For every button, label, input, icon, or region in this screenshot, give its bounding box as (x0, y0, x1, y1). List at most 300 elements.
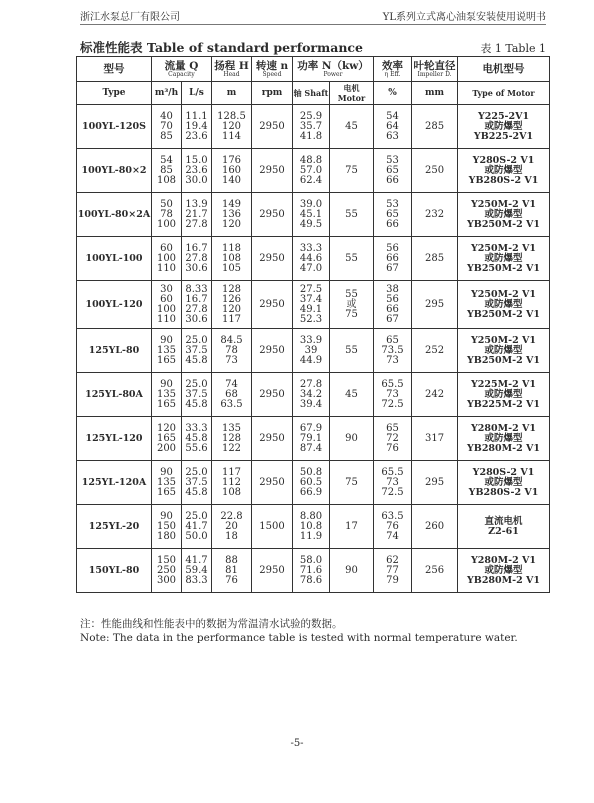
flow-m3h-cell-value: 100 (156, 303, 177, 315)
shaft-power-cell (293, 237, 330, 281)
motor-type-cell-value: YB280M-2 V1 (467, 442, 541, 454)
flow-m3h-cell-value: 90 (160, 510, 173, 522)
flow-ls-cell-value: 23.6 (185, 130, 208, 142)
efficiency-cell-value: 76 (386, 520, 399, 532)
motor-type-cell-value: 或防爆型 (484, 208, 523, 220)
unit-motor-type: Type of Motor (458, 82, 550, 105)
flow-m3h-cell-value: 180 (156, 530, 177, 542)
motor-power-cell-value: 45 (345, 120, 358, 132)
motor-type-cell (458, 549, 550, 593)
unit-row (77, 82, 550, 105)
efficiency-cell (374, 549, 412, 593)
flow-m3h-cell (152, 149, 182, 193)
shaft-power-cell (293, 505, 330, 549)
flow-ls-cell-value: 50.0 (185, 530, 208, 542)
shaft-power-cell-value: 39 (304, 344, 318, 356)
motor-type-cell-value: 或防爆型 (484, 164, 523, 176)
impeller-cell: 260 (412, 505, 458, 549)
flow-ls-cell (182, 549, 212, 593)
table-row (77, 549, 550, 593)
flow-ls-cell-value: 45.8 (185, 486, 208, 498)
flow-ls-cell (182, 281, 212, 329)
efficiency-cell-value: 63.5 (381, 510, 404, 522)
head-cell-value: 120 (221, 120, 242, 132)
motor-type-cell-value: YB280S-2 V1 (468, 486, 539, 498)
flow-m3h-cell (152, 461, 182, 505)
header-row (77, 57, 550, 82)
head-cell-value: 18 (225, 530, 238, 542)
efficiency-cell-value: 73 (386, 476, 399, 488)
efficiency-cell-value: 67 (386, 313, 399, 325)
flow-m3h-cell-value: 250 (156, 564, 177, 576)
motor-type-cell (458, 105, 550, 149)
efficiency-cell-value: 65 (386, 334, 399, 346)
shaft-power-cell-value: 49.5 (299, 218, 323, 230)
shaft-power-cell-value: 27.5 (299, 283, 323, 295)
motor-type-cell-value: YB280M-2 V1 (467, 574, 541, 586)
flow-ls-cell-value: 30.0 (185, 174, 208, 186)
shaft-power-cell (293, 105, 330, 149)
motor-power-cell (330, 237, 374, 281)
flow-m3h-cell-value: 200 (156, 442, 177, 454)
head-cell-value: 149 (221, 198, 242, 210)
motor-power-cell-value: 75 (345, 476, 358, 488)
flow-m3h-cell-value: 30 (160, 283, 173, 295)
speed-cell: 2950 (252, 329, 293, 373)
motor-type-cell-value: YB250M-2 V1 (467, 218, 541, 230)
flow-ls-cell-value: 55.6 (185, 442, 208, 454)
efficiency-cell (374, 281, 412, 329)
shaft-power-cell-value: 47.0 (299, 262, 323, 274)
head-cell-value: 73 (225, 354, 238, 366)
col-flow: 流量 Q Capacity (152, 57, 212, 82)
efficiency-cell-value: 74 (386, 530, 399, 542)
shaft-power-cell-value: 44.6 (299, 252, 323, 264)
motor-type-cell (458, 193, 550, 237)
motor-power-cell-value: 或 (346, 298, 357, 310)
motor-type-cell-value: YB250M-2 V1 (467, 354, 541, 366)
shaft-power-cell (293, 549, 330, 593)
flow-m3h-cell-value: 85 (160, 130, 173, 142)
flow-ls-cell-value: 8.33 (185, 283, 208, 295)
efficiency-cell-value: 66 (386, 218, 399, 230)
motor-type-cell-value: YB225-2V1 (473, 130, 534, 142)
performance-table (76, 56, 550, 593)
head-cell (212, 505, 252, 549)
table-row (77, 105, 550, 149)
efficiency-cell-value: 65 (386, 208, 399, 220)
efficiency-cell-value: 54 (386, 110, 399, 122)
table-row (77, 505, 550, 549)
model-cell: 150YL-80 (77, 549, 152, 593)
motor-type-cell (458, 461, 550, 505)
motor-power-cell-value: 75 (345, 308, 358, 320)
head-cell-value: 135 (221, 422, 242, 434)
speed-cell: 1500 (252, 505, 293, 549)
flow-ls-cell-value: 83.3 (185, 574, 208, 586)
head-cell-value: 128 (221, 283, 242, 295)
motor-power-cell (330, 281, 374, 329)
flow-m3h-cell-value: 110 (156, 262, 177, 274)
efficiency-cell-value: 65.5 (381, 466, 404, 478)
efficiency-cell (374, 417, 412, 461)
speed-cell: 2950 (252, 149, 293, 193)
shaft-power-cell-value: 25.9 (299, 110, 323, 122)
impeller-cell: 242 (412, 373, 458, 417)
flow-ls-cell (182, 373, 212, 417)
motor-power-cell-value: 90 (345, 564, 358, 576)
col-speed: 转速 n Speed (252, 57, 293, 82)
speed-cell: 2950 (252, 237, 293, 281)
efficiency-cell (374, 461, 412, 505)
unit-type: Type (77, 82, 152, 105)
note-chinese: 注：性能曲线和性能表中的数据为常温清水试验的数据。 (80, 618, 343, 630)
efficiency-cell-value: 76 (386, 442, 399, 454)
motor-power-cell (330, 105, 374, 149)
unit-m: m (212, 82, 252, 105)
flow-ls-cell-value: 25.0 (185, 466, 208, 478)
head-cell-value: 114 (221, 130, 242, 142)
flow-ls-cell (182, 149, 212, 193)
flow-ls-cell-value: 23.6 (185, 164, 208, 176)
head-cell-value: 118 (221, 242, 242, 254)
shaft-power-cell (293, 193, 330, 237)
head-cell-value: 117 (221, 313, 242, 325)
table-row (77, 237, 550, 281)
efficiency-cell-value: 56 (386, 293, 399, 305)
head-cell-value: 63.5 (220, 398, 243, 410)
col-power: 功率 N（kw） Power (293, 57, 374, 82)
table-row (77, 417, 550, 461)
shaft-power-cell-value: 71.6 (299, 564, 323, 576)
flow-ls-cell-value: 45.8 (185, 354, 208, 366)
motor-type-cell-value: Y280M-2 V1 (471, 554, 536, 566)
head-cell-value: 176 (221, 154, 242, 166)
shaft-power-cell-value: 39.0 (299, 198, 323, 210)
flow-ls-cell (182, 461, 212, 505)
shaft-power-cell-value: 66.9 (299, 486, 323, 498)
page-header (80, 8, 546, 25)
head-cell-value: 128 (221, 432, 242, 444)
shaft-power-cell (293, 329, 330, 373)
table-row (77, 281, 550, 329)
efficiency-cell-value: 53 (386, 154, 399, 166)
motor-power-cell (330, 549, 374, 593)
note-english: Note: The data in the performance table is tested with normal temperature water. (80, 632, 518, 644)
flow-ls-cell-value: 15.0 (185, 154, 208, 166)
unit-motor: 电机 Motor (330, 82, 374, 105)
model-cell: 100YL-120S (77, 105, 152, 149)
shaft-power-cell (293, 281, 330, 329)
shaft-power-cell-value: 60.5 (299, 476, 323, 488)
flow-m3h-cell (152, 193, 182, 237)
efficiency-cell-value: 72 (386, 432, 399, 444)
impeller-cell: 250 (412, 149, 458, 193)
head-cell-value: 105 (221, 262, 242, 274)
motor-type-cell-value: Y280S-2 V1 (472, 154, 535, 166)
head-cell-value: 122 (221, 442, 242, 454)
motor-power-cell-value: 55 (345, 344, 358, 356)
motor-type-cell (458, 373, 550, 417)
head-cell (212, 329, 252, 373)
speed-cell: 2950 (252, 461, 293, 505)
table-row (77, 149, 550, 193)
table-row (77, 373, 550, 417)
flow-m3h-cell (152, 281, 182, 329)
motor-power-cell-value: 75 (345, 164, 358, 176)
motor-type-cell-value: 或防爆型 (484, 388, 523, 400)
flow-ls-cell-value: 33.3 (185, 422, 208, 434)
head-cell (212, 237, 252, 281)
model-cell: 125YL-120A (77, 461, 152, 505)
flow-m3h-cell-value: 165 (156, 398, 177, 410)
impeller-cell: 285 (412, 105, 458, 149)
flow-ls-cell-value: 16.7 (185, 293, 208, 305)
flow-m3h-cell-value: 100 (156, 252, 177, 264)
impeller-cell: 317 (412, 417, 458, 461)
flow-m3h-cell-value: 165 (156, 354, 177, 366)
flow-m3h-cell-value: 50 (160, 198, 173, 210)
col-motor-type: 电机型号 (458, 57, 550, 82)
flow-m3h-cell-value: 300 (156, 574, 177, 586)
flow-m3h-cell-value: 150 (156, 520, 177, 532)
table-body (77, 105, 550, 593)
unit-m3h: m³/h (152, 82, 182, 105)
shaft-power-cell-value: 78.6 (299, 574, 323, 586)
model-cell: 125YL-80 (77, 329, 152, 373)
table-row (77, 329, 550, 373)
motor-type-cell-value: 或防爆型 (484, 120, 523, 132)
efficiency-cell-value: 73 (386, 354, 399, 366)
motor-type-cell-value: Z2-61 (488, 525, 519, 537)
flow-ls-cell-value: 30.6 (185, 313, 208, 325)
efficiency-cell-value: 79 (386, 574, 399, 586)
shaft-power-cell (293, 149, 330, 193)
flow-m3h-cell-value: 90 (160, 334, 173, 346)
motor-type-cell-value: Y250M-2 V1 (471, 288, 536, 300)
flow-m3h-cell-value: 70 (160, 120, 173, 132)
shaft-power-cell (293, 417, 330, 461)
shaft-power-cell-value: 41.8 (299, 130, 323, 142)
unit-mm: mm (412, 82, 458, 105)
motor-power-cell (330, 373, 374, 417)
shaft-power-cell-value: 27.8 (299, 378, 323, 390)
model-cell: 100YL-80×2 (77, 149, 152, 193)
head-cell-value: 136 (221, 208, 242, 220)
col-head: 扬程 H Head (212, 57, 252, 82)
model-cell: 100YL-100 (77, 237, 152, 281)
flow-m3h-cell-value: 165 (156, 486, 177, 498)
flow-ls-cell (182, 417, 212, 461)
flow-m3h-cell-value: 100 (156, 218, 177, 230)
flow-ls-cell-value: 59.4 (185, 564, 208, 576)
motor-type-cell-value: Y250M-2 V1 (471, 198, 536, 210)
shaft-power-cell-value: 34.2 (299, 388, 323, 400)
shaft-power-cell-value: 45.1 (299, 208, 323, 220)
motor-power-cell-value: 55 (345, 252, 358, 264)
shaft-power-cell-value: 11.9 (299, 530, 323, 542)
impeller-cell: 295 (412, 281, 458, 329)
efficiency-cell (374, 329, 412, 373)
unit-rpm: rpm (252, 82, 293, 105)
efficiency-cell-value: 72.5 (381, 486, 404, 498)
motor-type-cell-value: Y280M-2 V1 (471, 422, 536, 434)
flow-m3h-cell-value: 165 (156, 432, 177, 444)
flow-ls-cell-value: 45.8 (185, 398, 208, 410)
unit-percent: % (374, 82, 412, 105)
head-cell-value: 88 (225, 554, 238, 566)
impeller-cell: 232 (412, 193, 458, 237)
flow-ls-cell-value: 30.6 (185, 262, 208, 274)
shaft-power-cell-value: 33.3 (299, 242, 323, 254)
motor-power-cell (330, 417, 374, 461)
motor-power-cell-value: 55 (345, 288, 358, 300)
motor-type-cell-value: 或防爆型 (484, 432, 523, 444)
flow-ls-cell-value: 25.0 (185, 378, 208, 390)
motor-type-cell-value: Y225M-2 V1 (471, 378, 536, 390)
head-cell-value: 78 (225, 344, 238, 356)
impeller-cell: 256 (412, 549, 458, 593)
head-cell-value: 140 (221, 174, 242, 186)
flow-ls-cell-value: 37.5 (185, 344, 208, 356)
efficiency-cell-value: 62 (386, 554, 399, 566)
flow-m3h-cell-value: 60 (160, 293, 173, 305)
head-cell (212, 105, 252, 149)
shaft-power-cell-value: 10.8 (299, 520, 323, 532)
flow-ls-cell (182, 193, 212, 237)
motor-power-cell-value: 45 (345, 388, 358, 400)
head-cell-value: 120 (221, 303, 242, 315)
unit-shaft: 轴 Shaft (293, 82, 330, 105)
unit-ls: L/s (182, 82, 212, 105)
model-cell: 100YL-120 (77, 281, 152, 329)
flow-m3h-cell (152, 549, 182, 593)
efficiency-cell-value: 72.5 (381, 398, 404, 410)
head-cell-value: 74 (225, 378, 238, 390)
head-cell-value: 68 (225, 388, 238, 400)
motor-type-cell-value: YB280S-2 V1 (468, 174, 539, 186)
flow-m3h-cell (152, 105, 182, 149)
page-number: -5- (290, 738, 304, 749)
motor-type-cell-value: 或防爆型 (484, 298, 523, 310)
flow-m3h-cell-value: 78 (160, 208, 173, 220)
head-cell (212, 417, 252, 461)
motor-power-cell-value: 55 (345, 208, 358, 220)
head-cell-value: 108 (221, 486, 242, 498)
efficiency-cell-value: 66 (386, 303, 399, 315)
flow-m3h-cell-value: 135 (156, 388, 177, 400)
motor-type-cell-value: 直流电机 (484, 515, 523, 527)
efficiency-cell (374, 105, 412, 149)
table-title: 标准性能表 Table of standard performance (80, 40, 363, 55)
motor-type-cell (458, 417, 550, 461)
flow-ls-cell-value: 45.8 (185, 432, 208, 444)
speed-cell: 2950 (252, 193, 293, 237)
motor-power-cell (330, 149, 374, 193)
head-cell-value: 112 (221, 476, 242, 488)
shaft-power-cell-value: 44.9 (299, 354, 323, 366)
flow-ls-cell-value: 27.8 (185, 252, 208, 264)
model-cell: 125YL-80A (77, 373, 152, 417)
motor-power-cell (330, 461, 374, 505)
flow-ls-cell-value: 16.7 (185, 242, 208, 254)
motor-power-cell-value: 90 (345, 432, 358, 444)
flow-m3h-cell-value: 85 (160, 164, 173, 176)
head-cell-value: 76 (225, 574, 238, 586)
efficiency-cell-value: 65.5 (381, 378, 404, 390)
motor-type-cell (458, 329, 550, 373)
shaft-power-cell-value: 37.4 (299, 293, 323, 305)
flow-ls-cell-value: 19.4 (185, 120, 208, 132)
model-cell: 125YL-20 (77, 505, 152, 549)
efficiency-cell-value: 38 (386, 283, 399, 295)
flow-ls-cell (182, 329, 212, 373)
efficiency-cell-value: 77 (386, 564, 399, 576)
efficiency-cell (374, 373, 412, 417)
shaft-power-cell (293, 461, 330, 505)
head-cell (212, 461, 252, 505)
shaft-power-cell-value: 8.80 (299, 510, 323, 522)
head-cell (212, 281, 252, 329)
impeller-cell: 252 (412, 329, 458, 373)
shaft-power-cell-value: 50.8 (299, 466, 323, 478)
col-impeller: 叶轮直径 Impeller D. (412, 57, 458, 82)
shaft-power-cell-value: 39.4 (299, 398, 323, 410)
motor-power-cell (330, 329, 374, 373)
motor-type-cell-value: 或防爆型 (484, 344, 523, 356)
impeller-cell: 285 (412, 237, 458, 281)
company-name: 浙江水泵总厂有限公司 (80, 12, 180, 23)
speed-cell: 2950 (252, 105, 293, 149)
motor-type-cell-value: Y250M-2 V1 (471, 334, 536, 346)
motor-type-cell-value: Y250M-2 V1 (471, 242, 536, 254)
head-cell-value: 126 (221, 293, 242, 305)
model-cell: 100YL-80×2A (77, 193, 152, 237)
flow-m3h-cell-value: 135 (156, 476, 177, 488)
efficiency-cell-value: 65 (386, 164, 399, 176)
flow-ls-cell (182, 105, 212, 149)
efficiency-cell (374, 505, 412, 549)
motor-type-cell (458, 505, 550, 549)
motor-type-cell-value: 或防爆型 (484, 564, 523, 576)
table-row (77, 193, 550, 237)
flow-ls-cell-value: 41.7 (185, 520, 208, 532)
head-cell-value: 108 (221, 252, 242, 264)
speed-cell: 2950 (252, 417, 293, 461)
head-cell (212, 549, 252, 593)
speed-cell: 2950 (252, 549, 293, 593)
flow-ls-cell-value: 11.1 (185, 110, 208, 122)
motor-power-cell (330, 505, 374, 549)
motor-type-cell-value: Y225-2V1 (477, 110, 530, 122)
impeller-cell: 295 (412, 461, 458, 505)
head-cell-value: 81 (225, 564, 238, 576)
shaft-power-cell-value: 33.9 (299, 334, 323, 346)
motor-type-cell-value: YB250M-2 V1 (467, 308, 541, 320)
flow-ls-cell-value: 27.8 (185, 218, 208, 230)
head-cell-value: 117 (221, 466, 242, 478)
table-number: 表 1 Table 1 (480, 42, 546, 55)
head-cell-value: 160 (221, 164, 242, 176)
efficiency-cell-value: 63 (386, 130, 399, 142)
efficiency-cell-value: 64 (386, 120, 399, 132)
shaft-power-cell-value: 35.7 (299, 120, 323, 132)
efficiency-cell-value: 73.5 (381, 344, 404, 356)
efficiency-cell-value: 65 (386, 422, 399, 434)
motor-type-cell-value: Y280S-2 V1 (472, 466, 535, 478)
head-cell (212, 373, 252, 417)
flow-ls-cell-value: 21.7 (185, 208, 208, 220)
